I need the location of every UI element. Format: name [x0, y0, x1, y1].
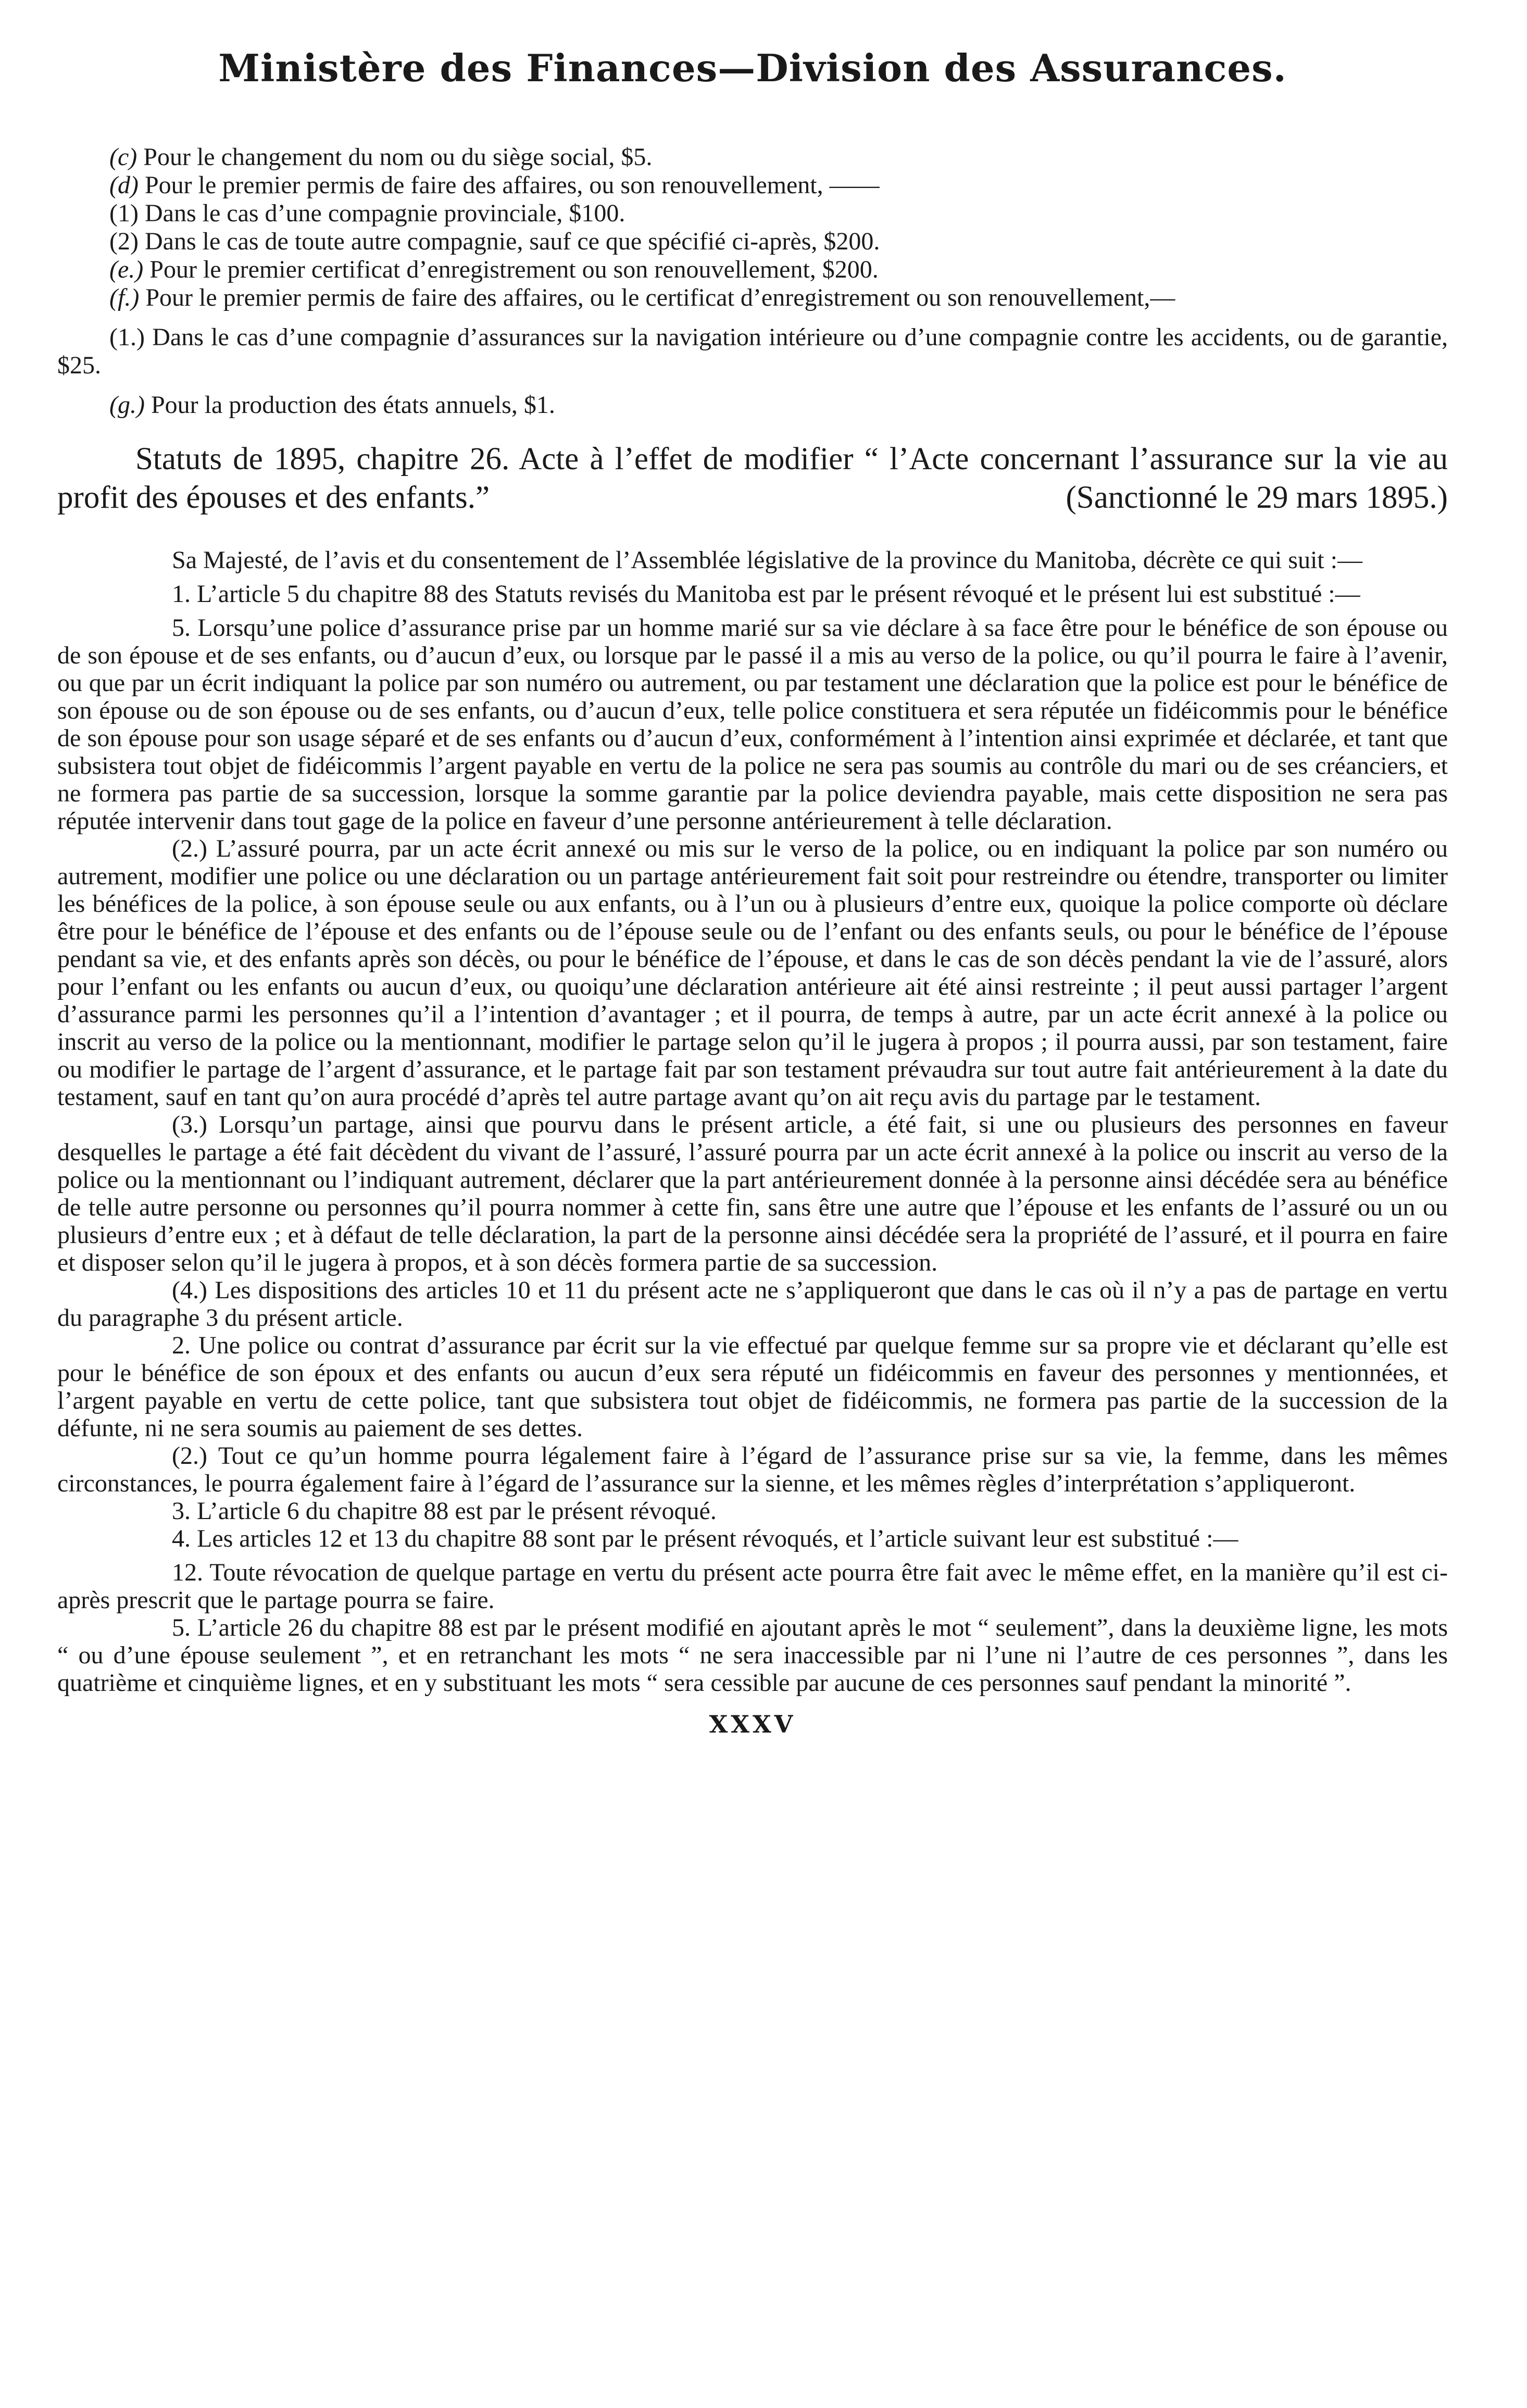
- clause-label: (f.): [109, 284, 140, 311]
- paragraph-article-5: 5. L’article 26 du chapitre 88 est par le présent modifié en ajoutant après le mot “ seulement”, dans la deuxième ligne, les mots “ ou d’une épouse seulement ”, et en retranchant les mots “ ne sera inaccessible par ni l’une ni l’autre de ces personnes ”, dans les quatrième et cinquième lignes, et en y substituant les mots “ sera cessible par aucune de ces personnes sauf pendant la minorité ”.: [57, 1614, 1448, 1697]
- statute-title: Statuts de 1895, chapitre 26. Acte à l’effet de modifier “ l’Acte concernant l’assurance sur la vie au profit des épouses et des enfants.”: [57, 442, 1448, 515]
- clause-text: Dans le cas d’une compagnie d’assurances sur la navigation intérieure ou d’une compagnie contre les accidents, ou de garantie, $25.: [57, 323, 1448, 379]
- paragraph-article-4: 4. Les articles 12 et 13 du chapitre 88 sont par le présent révoqués, et l’article suivant leur est substitué :—: [172, 1525, 1238, 1552]
- paragraph-section-5: 5. Lorsqu’une police d’assurance prise par un homme marié sur sa vie déclare à sa face être pour le bénéfice de son épouse ou de son épouse et de ses enfants, ou d’aucun d’eux, ou lorsque par le passé il a mis au verso de la police, ou qu’il pourra le faire à l’avenir, ou que par un écrit indiquant la police par son numéro ou autrement, ou par testament une déclaration que la police est pour le bénéfice de son épouse ou de son épouse ou de ses enfants, ou d’aucun d’eux, telle police constituera et sera réputée un fidéicommis pour le bénéfice de son épouse pour son usage séparé et de ses enfants ou d’aucun d’eux, conformément à l’intention ainsi exprimée et déclarée, et tant que subsistera tout objet de fidéicommis l’argent payable en vertu de la police ne sera pas soumis au contrôle du mari ou de ses créanciers, et ne formera pas partie de sa succession, lorsque la somme garantie par la police deviendra payable, mais cette disposition ne sera pas réputée intervenir dans tout gage de la police en faveur d’une personne antérieurement à telle déclaration.: [57, 614, 1448, 835]
- paragraph-section-5-2: (2.) L’assuré pourra, par un acte écrit annexé ou mis sur le verso de la police, ou en indiquant la police par son numéro ou autrement, modifier une police ou une déclaration ou un partage antérieurement fait soit pour restreindre ou étendre, transporter ou limiter les bénéfices de la police, à son épouse seule ou aux enfants, ou à l’un ou à plusieurs d’entre eux, quoique la police comporte où déclare être pour le bénéfice de l’épouse et des enfants ou de l’épouse seule ou de l’enfant ou des enfants seuls, ou pour le bénéfice de l’épouse pendant sa vie, et des enfants après son décès, ou pour le bénéfice de l’épouse, et dans le cas de son décès pendant la vie de l’assuré, alors pour l’enfant ou les enfants ou aucun d’eux, ou quoiqu’une déclaration antérieure ait été ainsi restreinte ; il peut aussi partager l’argent d’assurance parmi les personnes qu’il a l’intention d’avantager ; et il pourra, de temps à autre, par un acte écrit annexé à la police ou inscrit au verso de la police ou la mentionnant, modifier le partage selon qu’il le jugera à propos ; il pourra aussi, par son testament, faire ou modifier le partage de l’argent d’assurance, et le partage fait par son testament prévaudra sur tout autre fait antérieurement à la date du testament, sauf en tant qu’on aura procédé d’après tel autre partage avant qu’on ait reçu avis du partage par le testament.: [57, 835, 1448, 1111]
- statute-heading: [57, 440, 1448, 517]
- page-header: Ministère des Finances—Division des Assurances.: [218, 46, 1287, 90]
- clause-g: [109, 391, 1448, 419]
- clause-text: Dans le cas de toute autre compagnie, sauf ce que spécifié ci-après, $200.: [138, 228, 880, 255]
- document-page: [57, 46, 1448, 1738]
- clause-d-1: [109, 199, 1448, 228]
- paragraph-article-3: 3. L’article 6 du chapitre 88 est par le présent révoqué.: [172, 1497, 717, 1525]
- clause-f-1: [57, 323, 1448, 380]
- clause-label: (2): [109, 228, 139, 255]
- paragraph-article-2-2: (2.) Tout ce qu’un homme pourra légalement faire à l’égard de l’assurance prise sur sa vie, la femme, dans les mêmes circonstances, le pourra également faire à l’égard de l’assurance sur la sienne, et les mêmes règles d’interprétation s’appliqueront.: [57, 1442, 1448, 1497]
- clause-label: (c): [109, 143, 137, 171]
- clause-label: (d): [109, 171, 139, 199]
- statute-body: [57, 546, 1448, 1697]
- clause-text: Pour le premier permis de faire des affaires, ou son renouvellement, ——: [138, 171, 880, 199]
- clause-label: (1): [109, 199, 139, 227]
- paragraph-preamble: Sa Majesté, de l’avis et du consentement de l’Assemblée législative de la province du Manitoba, décrète ce qui suit :—: [172, 546, 1362, 574]
- page-number: XXXV: [709, 1710, 796, 1738]
- paragraph-section-5-3: (3.) Lorsqu’un partage, ainsi que pourvu dans le présent article, a été fait, si une ou plusieurs des personnes en faveur desquelles le partage a été fait décèdent du vivant de l’assuré, l’assuré pourra par un acte écrit annexé à la police ou inscrit au verso de la police ou la mentionnant ou l’indiquant autrement, déclarer que la part antérieurement donnée à la personne ainsi décédée sera au bénéfice de telle autre personne ou personnes qu’il pourra nommer à cette fin, sans être une autre que l’épouse et les enfants de l’assuré ou un ou plusieurs d’entre eux ; et à défaut de telle déclaration, la part de la personne ainsi décédée sera la propriété de l’assuré, et il pourra en faire et disposer selon qu’il le jugera à propos, et à son décès formera partie de sa succession.: [57, 1111, 1448, 1276]
- clause-text: Dans le cas d’une compagnie provinciale, $100.: [138, 199, 625, 227]
- paragraph-article-2: 2. Une police ou contrat d’assurance par écrit sur la vie effectué par quelque femme sur sa propre vie et déclarant qu’elle est pour le bénéfice de son époux et des enfants ou aucun d’eux sera réputé un fidéicommis en faveur des personnes y mentionnées, et l’argent payable en vertu de cette police, tant que subsistera tout objet de fidéicommis, ne formera pas partie de la succession de la défunte, ni ne sera soumis au paiement de ses dettes.: [57, 1332, 1448, 1442]
- clause-f: [57, 284, 1448, 312]
- paragraph-article-1: 1. L’article 5 du chapitre 88 des Statuts revisés du Manitoba est par le présent révoqué et le présent lui est substitué :—: [172, 580, 1360, 608]
- clause-text: Pour le premier permis de faire des affaires, ou le certificat d’enregistrement ou son renouvellement,—: [139, 284, 1175, 311]
- clause-label: (g.): [109, 391, 145, 419]
- clause-text: Pour le premier certificat d’enregistrement ou son renouvellement, $200.: [143, 256, 879, 283]
- clause-c: [109, 143, 1448, 171]
- statute-sanction: (Sanctionné le 29 mars 1895.): [1066, 480, 1448, 515]
- clause-d: [109, 171, 1448, 199]
- clause-d-2: [109, 228, 1448, 256]
- fee-clauses: [57, 143, 1448, 419]
- clause-text: Pour la production des états annuels, $1.: [144, 391, 555, 419]
- paragraph-section-5-4: (4.) Les dispositions des articles 10 et 11 du présent acte ne s’appliqueront que dans le cas où il n’y a pas de partage en vertu du paragraphe 3 du présent article.: [57, 1276, 1448, 1332]
- clause-label: (1.): [109, 323, 145, 351]
- paragraph-section-12: 12. Toute révocation de quelque partage en vertu du présent acte pourra être fait avec le même effet, en la manière qu’il est ci-après prescrit que le partage pourra se faire.: [57, 1559, 1448, 1614]
- clause-text: Pour le changement du nom ou du siège social, $5.: [137, 143, 653, 171]
- clause-label: (e.): [109, 256, 144, 283]
- clause-e: [109, 256, 1448, 284]
